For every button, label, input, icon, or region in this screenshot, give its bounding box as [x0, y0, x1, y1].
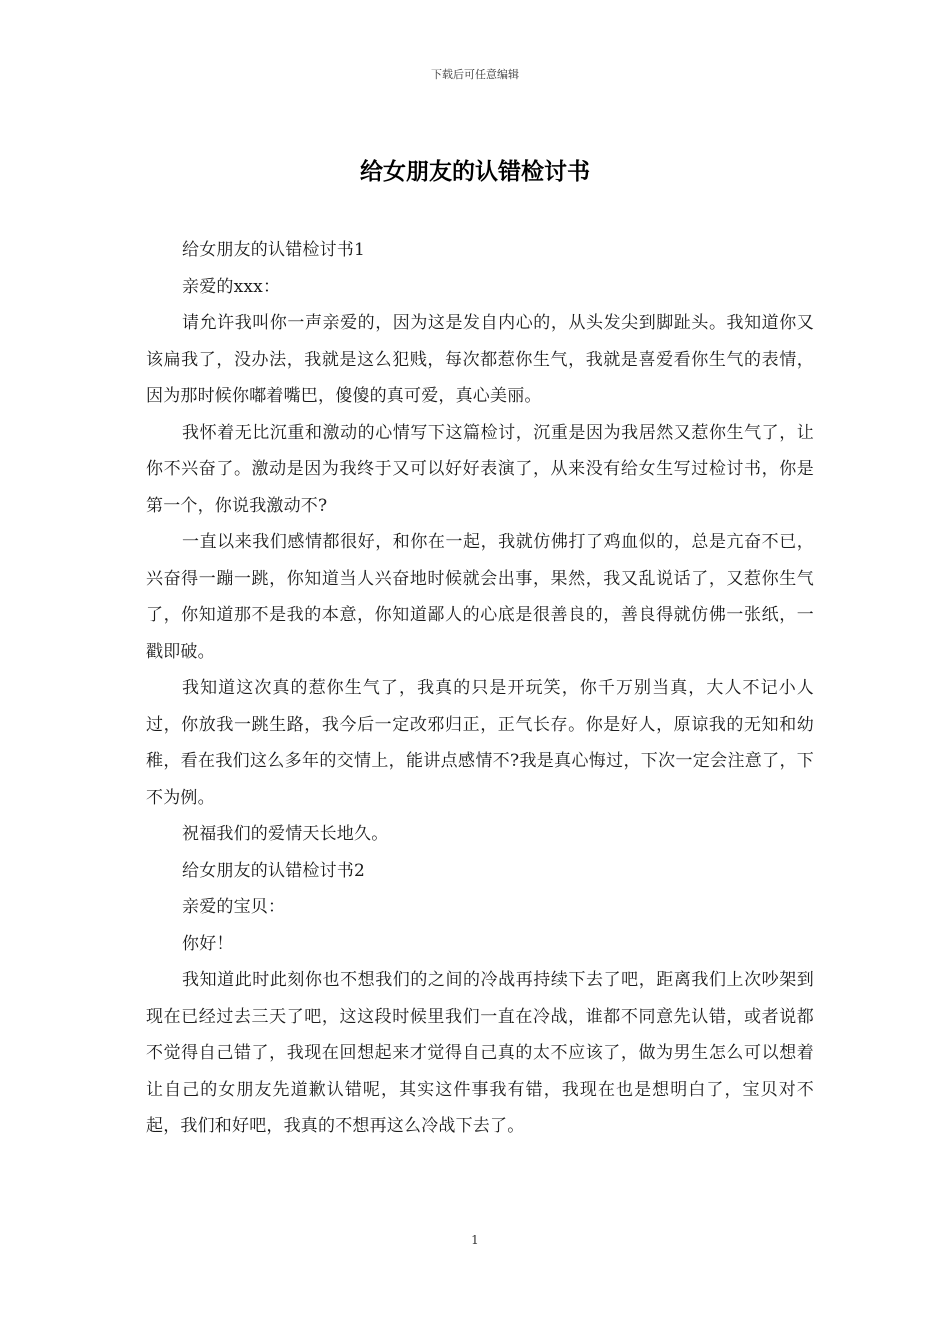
section-heading-2: 给女朋友的认错检讨书2 — [182, 860, 366, 881]
salutation-1: 亲爱的xxx： — [182, 276, 281, 297]
paragraph: 我怀着无比沉重和激动的心情写下这篇检讨，沉重是因为我居然又惹你生气了，让你不兴奋了。激动是因为我终于又可以好好表演了，从来没有给女生写过检讨书，你是第一个，你说我激动不? — [146, 422, 814, 516]
page-number: 1 — [471, 1233, 479, 1247]
paragraph: 请允许我叫你一声亲爱的，因为这是发自内心的，从头发尖到脚趾头。我知道你又该扁我了，没办法，我就是这么犯贱，每次都惹你生气，我就是喜爱看你生气的表情，因为那时候你嘟着嘴巴，傻傻的真可爱，真心美丽。 — [146, 313, 814, 406]
paragraph: 我知道此时此刻你也不想我们的之间的冷战再持续下去了吧，距离我们上次吵架到现在已经过去三天了吧，这这段时候里我们一直在冷战，谁都不同意先认错，或者说都不觉得自己错了，我现在回想起来才觉得自己真的太不应该了，做为男生怎么可以想着让自己的女朋友先道歉认错呢，其实这件事我有错，我现在也是想明白了，宝贝对不起，我们和好吧，我真的不想再这么冷战下去了。 — [146, 970, 814, 1136]
closing-wish: 祝福我们的爱情天长地久。 — [182, 824, 389, 844]
paragraph: 一直以来我们感情都很好，和你在一起，我就仿佛打了鸡血似的，总是亢奋不已，兴奋得一蹦一跳，你知道当人兴奋地时候就会出事，果然，我又乱说话了，又惹你生气了，你知道那不是我的本意，你知道鄙人的心底是很善良的，善良得就仿佛一张纸，一戳即破。 — [146, 532, 814, 662]
document-body — [146, 232, 814, 1145]
section-heading-1: 给女朋友的认错检讨书1 — [182, 240, 366, 260]
greeting: 你好！ — [182, 933, 234, 954]
paragraph: 我知道这次真的惹你生气了，我真的只是开玩笑，你千万别当真，大人不记小人过，你放我一跳生路，我今后一定改邪归正，正气长存。你是好人，原谅我的无知和幼稚，看在我们这么多年的交情上，能讲点感情不?我是真心悔过，下次一定会注意了，下不为例。 — [146, 678, 814, 808]
document-title: 给女朋友的认错检讨书 — [360, 159, 590, 185]
page-header-note: 下载后可任意编辑 — [431, 68, 519, 81]
salutation-2: 亲爱的宝贝： — [182, 897, 286, 917]
